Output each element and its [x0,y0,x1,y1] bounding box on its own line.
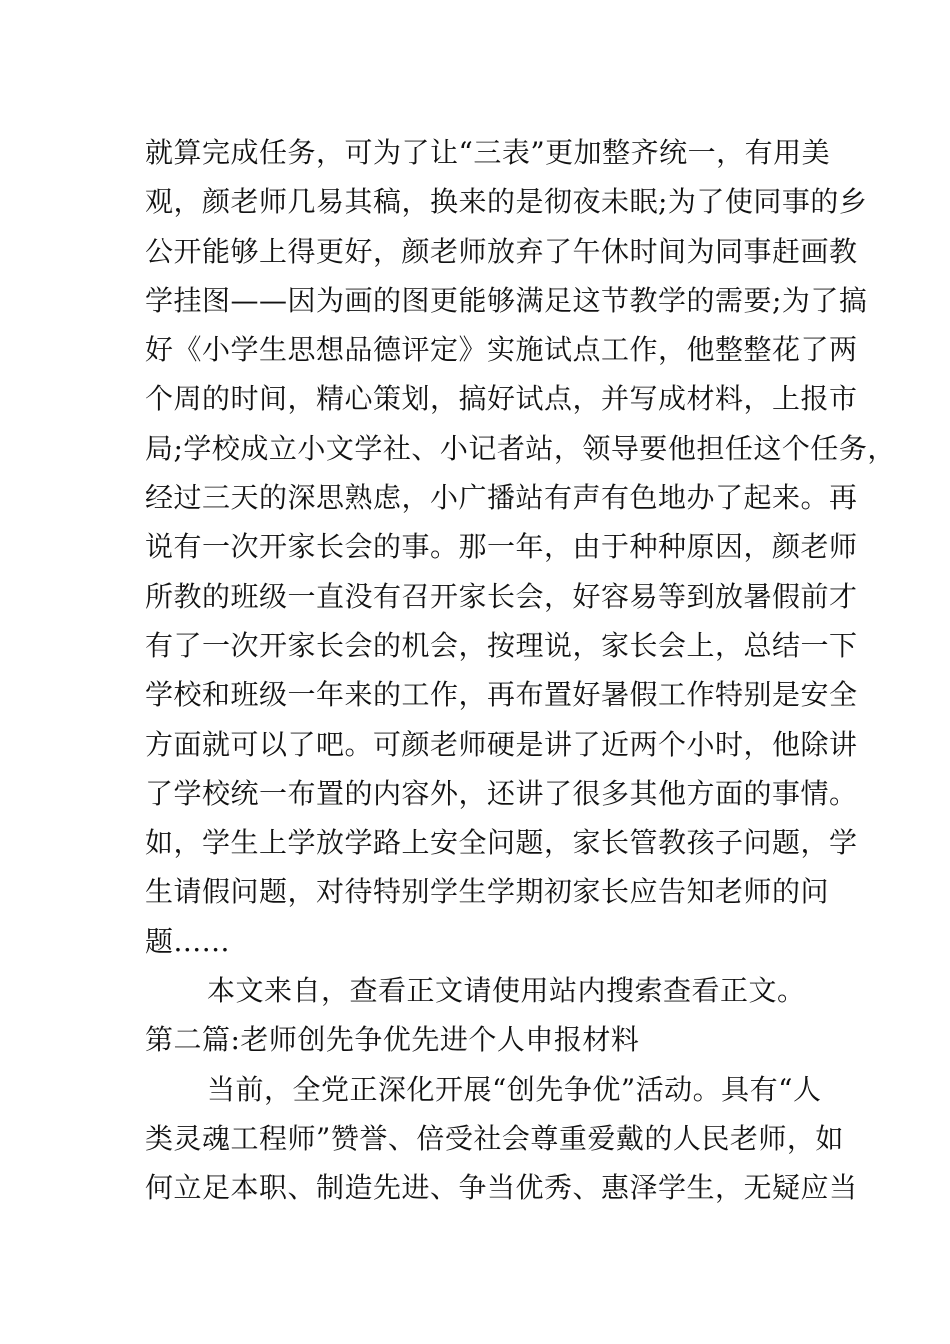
text-line: 如，学生上学放学路上安全问题，家长管教孩子问题，学 [145,826,858,860]
text-line: 局;学校成立小文学社、小记者站，领导要他担任这个任务， [145,431,896,465]
text-line: 有了一次开家长会的机会，按理说，家长会上，总结一下 [145,628,858,662]
text-line: 个周的时间，精心策划，搞好试点，并写成材料，上报市 [145,382,858,416]
text-line: 经过三天的深思熟虑，小广播站有声有色地办了起来。再 [145,481,858,515]
document-body [145,128,896,1213]
text-line: 所教的班级一直没有召开家长会，好容易等到放暑假前才 [145,579,858,613]
text-line: 学校和班级一年来的工作，再布置好暑假工作特别是安全 [145,678,858,712]
text-line: 学挂图——因为画的图更能够满足这节教学的需要;为了搞 [145,283,868,317]
text-line: 说有一次开家长会的事。那一年，由于种种原因，颜老师 [145,530,858,564]
text-line: 公开能够上得更好，颜老师放弃了午休时间为同事赶画教 [145,234,858,268]
text-line: 观，颜老师几易其稿，换来的是彻夜未眠;为了使同事的乡 [145,185,868,219]
text-line: 当前，全党正深化开展“创先争优”活动。具有“人 [207,1072,822,1106]
text-line: 生请假问题，对待特别学生学期初家长应告知老师的问 [145,875,830,909]
text-line: 类灵魂工程师”赞誉、倍受社会尊重爱戴的人民老师，如 [145,1121,844,1155]
text-line: 方面就可以了吧。可颜老师硬是讲了近两个小时，他除讲 [145,727,858,761]
text-line: 题...... [145,924,230,958]
section-heading: 第二篇:老师创先争优先进个人申报材料 [145,1023,640,1057]
text-line: 了学校统一布置的内容外，还讲了很多其他方面的事情。 [145,776,858,810]
text-line: 好《小学生思想品德评定》实施试点工作，他整整花了两 [145,333,858,367]
source-note: 本文来自，查看正文请使用站内搜索查看正文。 [207,974,806,1008]
text-line: 何立足本职、制造先进、争当优秀、惠泽学生，无疑应当 [145,1171,858,1205]
text-line: 就算完成任务，可为了让“三表”更加整齐统一，有用美 [145,136,831,169]
